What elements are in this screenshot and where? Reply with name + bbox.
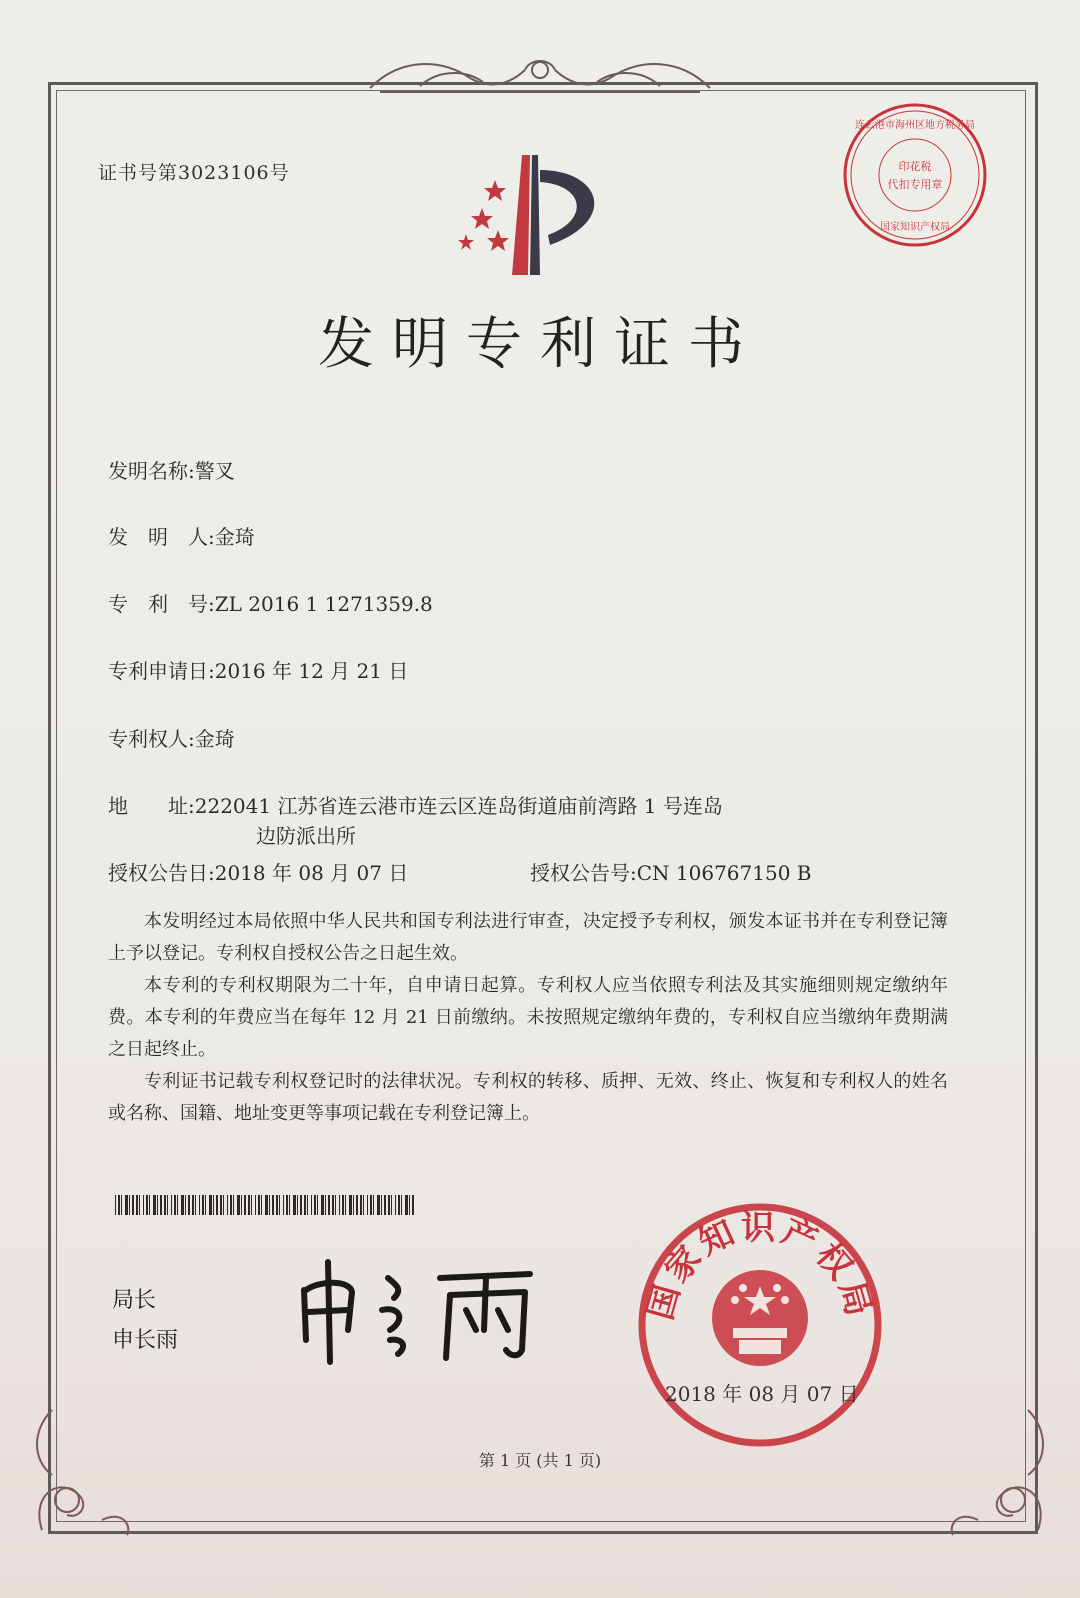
seal-date: 2018 年 08 月 07 日 [665,1382,859,1406]
grant-date-value: 2018 年 08 月 07 日 [214,861,409,885]
page-footer: 第 1 页 (共 1 页) [478,1451,602,1470]
top-ornament [360,48,720,104]
address-value-line1: 222041 江苏省连云港市连云区连岛街道庙前湾路 1 号连岛 [194,794,723,818]
inventor-field [108,521,255,550]
certificate-body [108,906,948,1130]
certificate-number: 证书号第3023106号 [98,162,290,184]
patent-number-value: ZL 2016 1 1271359.8 [214,592,433,616]
grant-date-label: 授权公告日: [108,861,215,885]
patent-office-emblem-icon [440,150,620,280]
address-label: 地 址: [108,794,195,818]
tax-stamp-center-line2: 代扣专用章 [887,178,943,191]
address-continuation [256,820,356,849]
barcode [115,1195,420,1215]
body-paragraph-3: 专利证书记载专利权登记时的法律状况。专利权的转移、质押、无效、终止、恢复和专利权人的姓名或名称、国籍、地址变更等事项记载在专利登记簿上。 [108,1071,948,1124]
grant-number-label: 授权公告号: [530,861,637,885]
application-date-label: 专利申请日: [108,659,215,683]
grant-number-field [530,857,812,886]
patentee-field [108,723,235,752]
patent-number-label: 专 利 号: [108,592,215,616]
invention-name-field [108,455,235,484]
tax-stamp-ring-text: 连云港市海州区地方税务局 [855,120,975,131]
tax-stamp-seal [840,100,990,250]
grant-number-value: CN 106767150 B [636,861,812,885]
patentee-value: 金琦 [194,727,235,751]
page-title: 发明专利证书 [318,312,762,377]
body-paragraph-2: 本专利的专利权期限为二十年，自申请日起算。专利权人应当依照专利法及其实施细则规定缴纳年费。本专利的年费应当在每年 12 月 21 日前缴纳。未按照规定缴纳年费的，专利权自应当缴纳年费期满之日起终止。 [108,975,948,1060]
tax-stamp-center-line1: 印花税 [898,160,932,173]
inventor-label: 发 明 人: [108,525,215,549]
director-signature [290,1250,550,1370]
grant-date-field [108,857,408,886]
application-date-value: 2016 年 12 月 21 日 [214,659,409,683]
national-emblem-icon [712,1270,808,1366]
invention-name-label: 发明名称: [108,459,195,483]
tax-stamp-bottom-text: 国家知识产权局 [880,222,950,233]
application-date-field [108,655,408,684]
director-title: 局长 [112,1288,157,1313]
invention-name-value: 警叉 [194,459,235,483]
body-paragraph-1: 本发明经过本局依照中华人民共和国专利法进行审查，决定授予专利权，颁发本证书并在专利登记簿上予以登记。专利权自授权公告之日起生效。 [108,911,948,964]
address-field [108,790,723,819]
address-value-line2: 边防派出所 [256,824,356,848]
patent-number-field [108,588,433,617]
inventor-value: 金琦 [214,525,255,549]
director-name: 申长雨 [112,1328,179,1353]
national-ipa-seal [635,1200,885,1450]
patentee-label: 专利权人: [108,727,195,751]
seal-ring-text: 国家知识产权局 [640,1208,880,1325]
